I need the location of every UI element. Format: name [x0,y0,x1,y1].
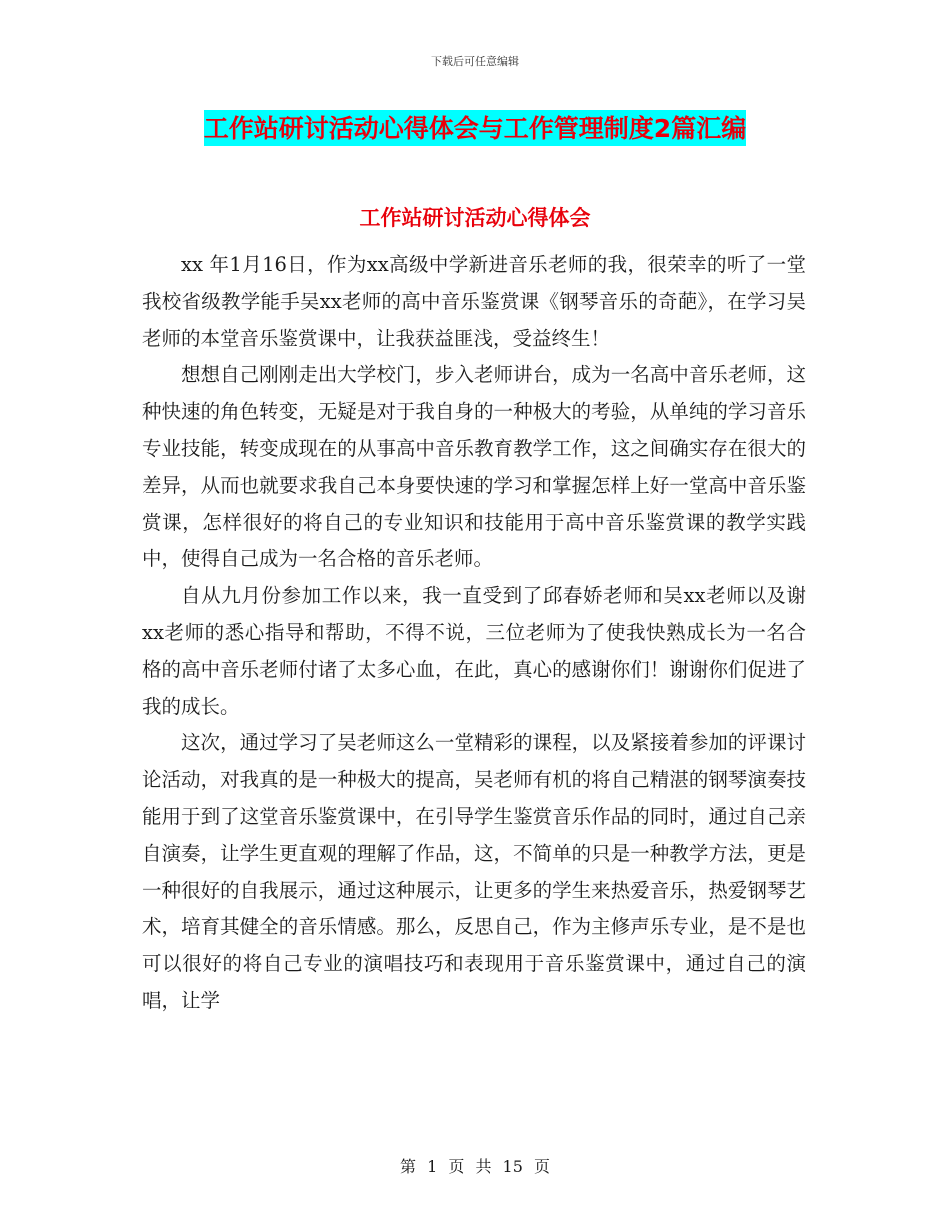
paragraph: 想想自己刚刚走出大学校门，步入老师讲台，成为一名高中音乐老师，这种快速的角色转变，无疑是对于我自身的一种极大的考验，从单纯的学习音乐专业技能，转变成现在的从事高中音乐教育教学工作，这之间确实存在很大的差异，从而也就要求我自己本身要快速的学习和掌握怎样上好一堂高中音乐鉴赏课，怎样很好的将自己的专业知识和技能用于高中音乐鉴赏课的教学实践中，使得自己成为一名合格的音乐老师。 [142,363,806,571]
main-title-wrap [0,110,950,146]
paragraph: 这次，通过学习了吴老师这么一堂精彩的课程，以及紧接着参加的评课讨论活动，对我真的是一种极大的提高，吴老师有机的将自己精湛的钢琴演奏技能用于到了这堂音乐鉴赏课中，在引导学生鉴赏音乐作品的同时，通过自己亲自演奏，让学生更直观的理解了作品，这，不简单的只是一种教学方法，更是一种很好的自我展示，通过这种展示，让更多的学生来热爱音乐，热爱钢琴艺术，培育其健全的音乐情感。那么，反思自己，作为主修声乐专业，是不是也可以很好的将自己专业的演唱技巧和表现用于音乐鉴赏课中，通过自己的演唱，让学 [142,731,806,1012]
paragraph: xx 年1月16日，作为xx高级中学新进音乐老师的我，很荣幸的听了一堂我校省级教学能手吴xx老师的高中音乐鉴赏课《钢琴音乐的奇葩》，在学习吴老师的本堂音乐鉴赏课中，让我获益匪浅，受益终生！ [142,253,806,350]
body-text [142,247,806,1020]
document-title: 工作站研讨活动心得体会与工作管理制度2篇汇编 [204,110,746,146]
section-title: 工作站研讨活动心得体会 [359,206,591,230]
header-note: 下载后可任意编辑 [431,55,519,68]
page-footer: 第 1 页 共 15 页 [400,1157,550,1176]
paragraph: 自从九月份参加工作以来，我一直受到了邱春娇老师和吴xx老师以及谢xx老师的悉心指导和帮助，不得不说，三位老师为了使我快熟成长为一名合格的高中音乐老师付诸了太多心血，在此，真心的感谢你们！谢谢你们促进了我的成长。 [142,584,806,718]
